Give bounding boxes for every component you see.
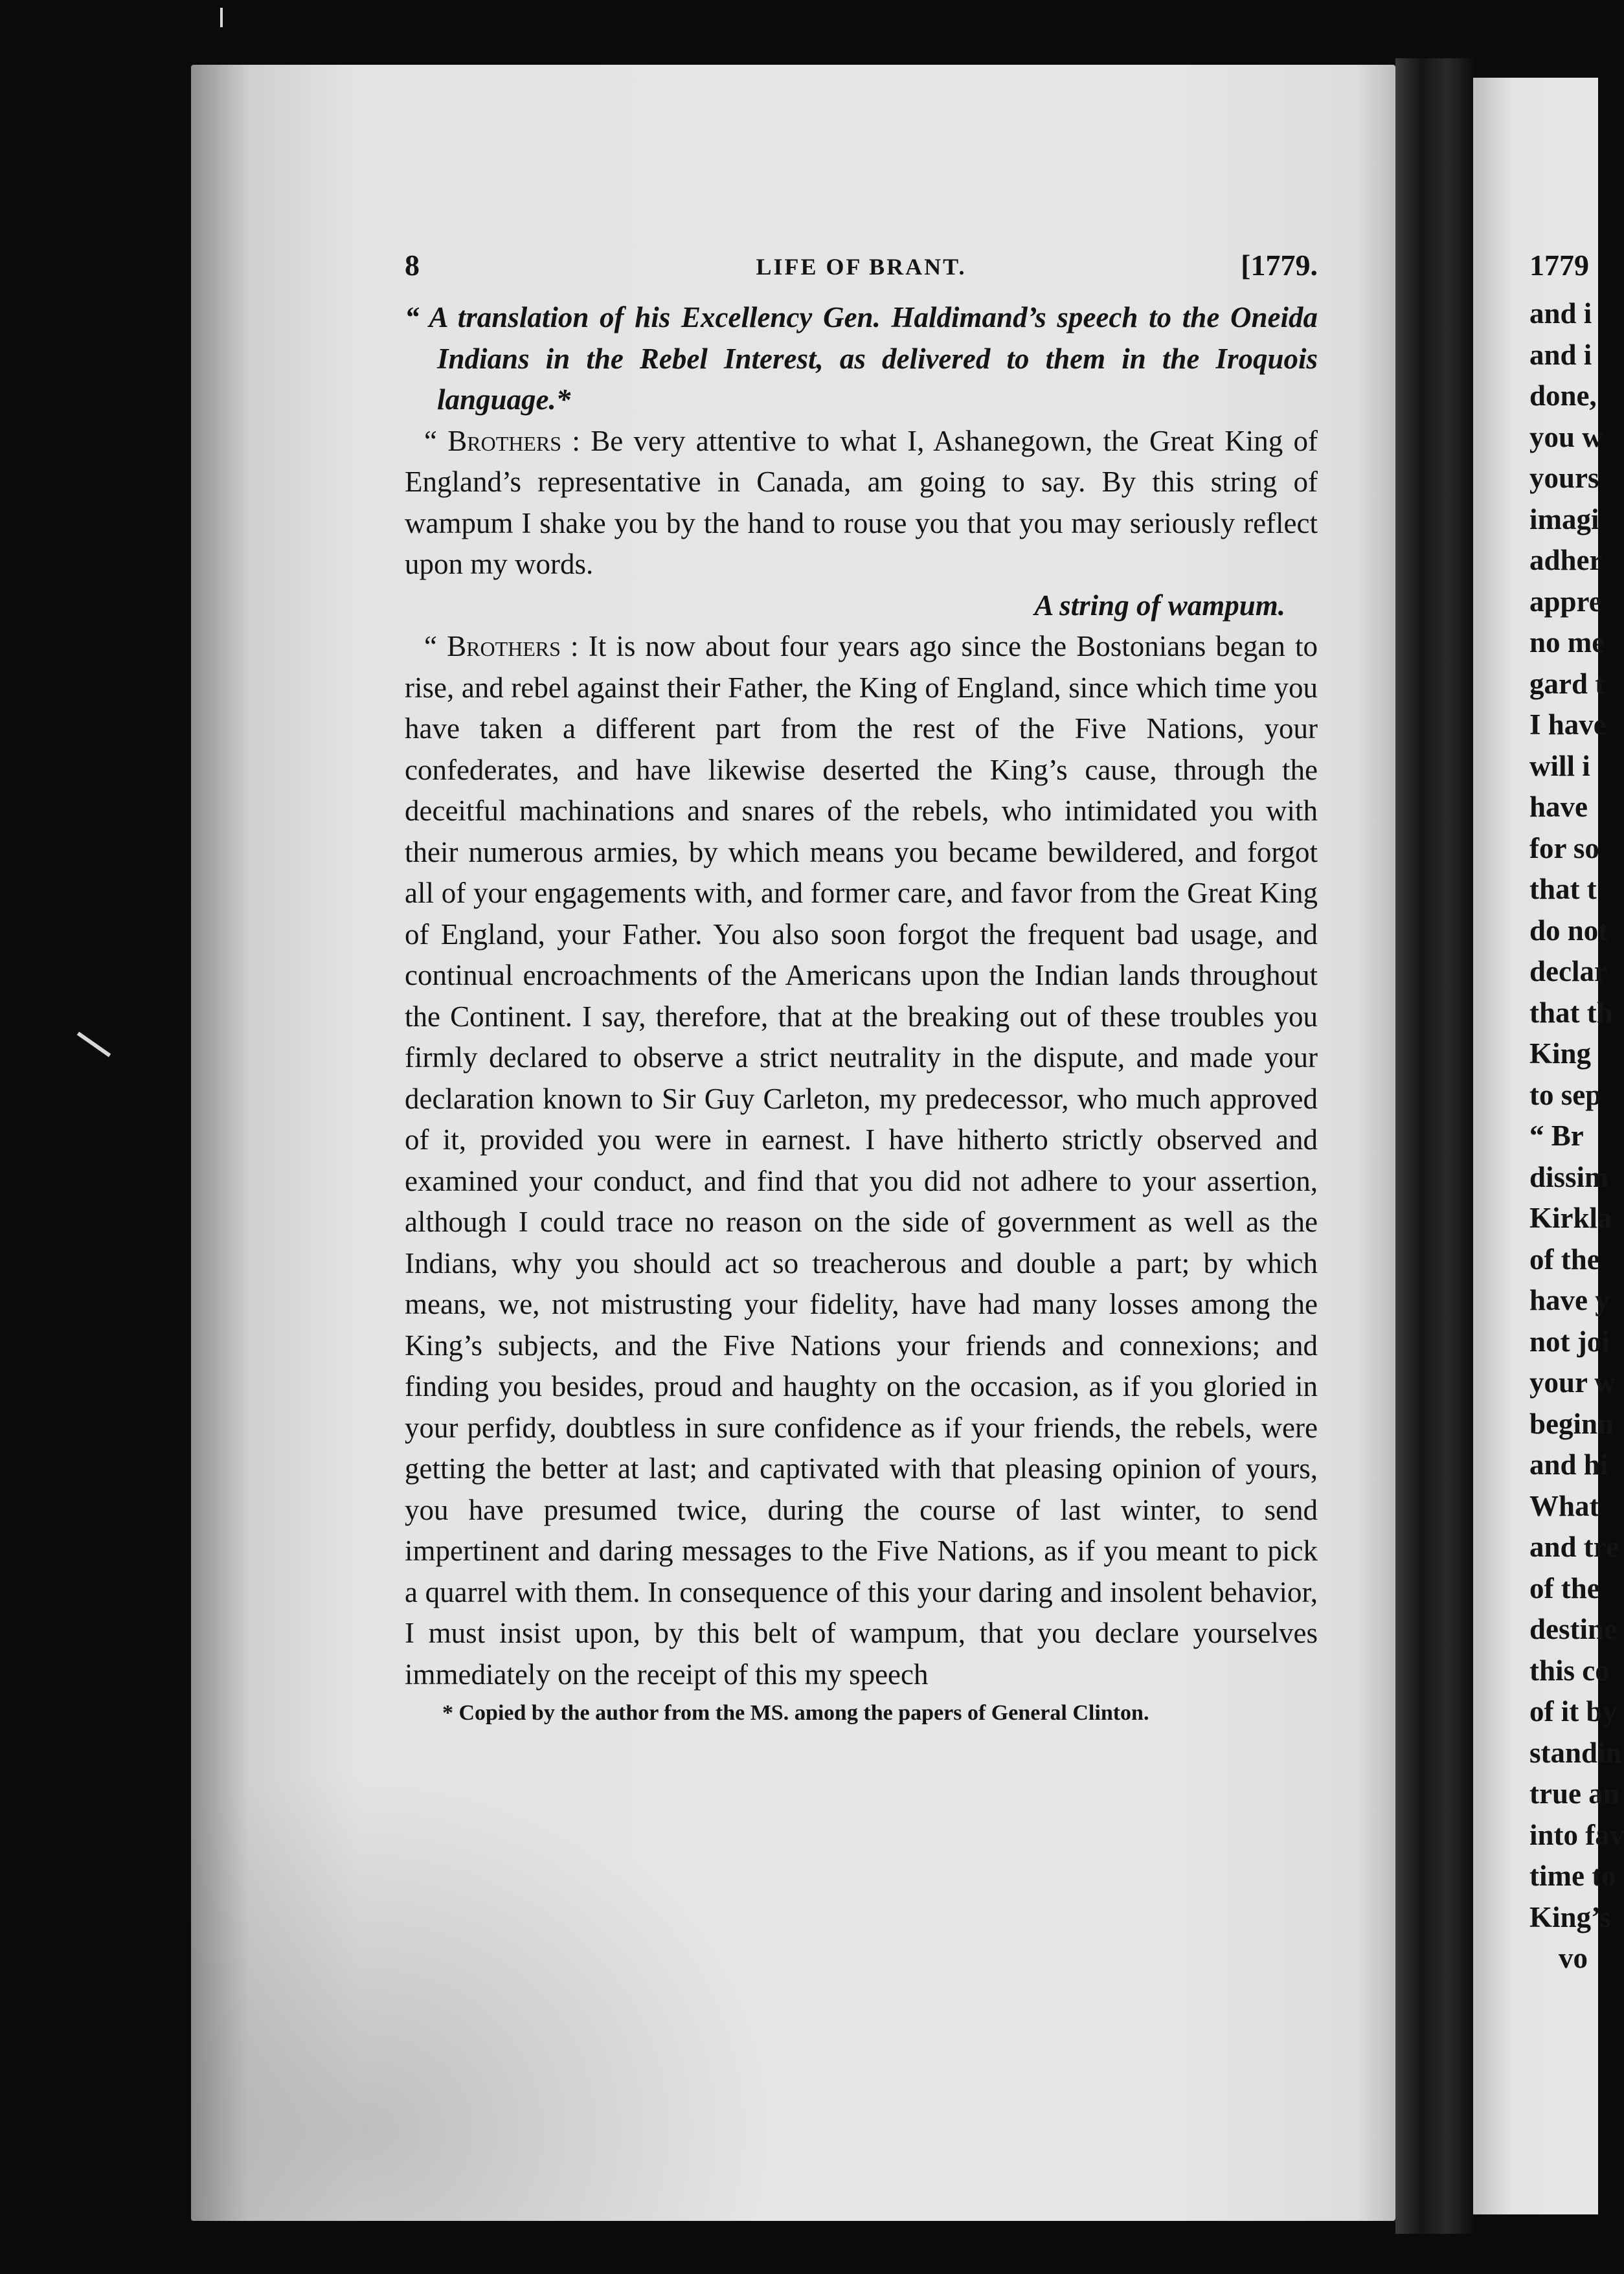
scan-speck xyxy=(77,1031,111,1057)
right-page-line: dissim xyxy=(1529,1160,1609,1193)
right-page-line: declar xyxy=(1529,955,1607,987)
right-page-line: King’s xyxy=(1529,1900,1611,1933)
header-year: [1779. xyxy=(1241,249,1318,282)
right-page-line: that t xyxy=(1529,873,1597,905)
right-page-line: imagi xyxy=(1529,502,1599,535)
right-page-line: standin xyxy=(1529,1736,1622,1769)
right-page-text xyxy=(1529,248,1624,1979)
right-page-line: true an xyxy=(1529,1777,1619,1810)
right-page-line: no me xyxy=(1529,626,1605,659)
right-page-line: yours xyxy=(1529,462,1599,494)
running-title: LIFE OF BRANT. xyxy=(756,254,967,280)
book-gutter xyxy=(1395,58,1473,2234)
scan-speck xyxy=(220,8,223,27)
right-page-line: King xyxy=(1529,1037,1592,1070)
right-page-line: do not xyxy=(1529,914,1608,947)
right-page-line: gard t xyxy=(1529,667,1605,700)
right-page-line: and hi xyxy=(1529,1448,1608,1481)
page-number: 8 xyxy=(405,249,420,282)
left-page-text xyxy=(405,248,1318,1728)
paragraph-1-body: Be very attentive to what I, Ashanegown, the Great King of England’s representative in Canada, am going to say. By this string of wampum I shake you by the hand to rouse you that you may seriously reflect upon my words. xyxy=(405,424,1318,580)
wampum-note: A string of wampum. xyxy=(1034,589,1285,622)
right-page-line: and tre xyxy=(1529,1531,1619,1563)
right-page-line: What xyxy=(1529,1489,1599,1522)
right-page-line: I have xyxy=(1529,708,1607,741)
right-page-line: of it by xyxy=(1529,1695,1617,1728)
right-page-line: not joi xyxy=(1529,1325,1610,1358)
right-page-line: that th xyxy=(1529,996,1613,1029)
right-page-line: this co xyxy=(1529,1654,1610,1687)
paragraph-1 xyxy=(405,421,1318,585)
right-page-line: of the xyxy=(1529,1243,1600,1276)
right-page-lines xyxy=(1529,293,1624,1979)
paragraph-2-lead: “ Brothers : xyxy=(424,630,579,662)
right-page-line: for so xyxy=(1529,831,1599,864)
right-page-line: of the xyxy=(1529,1571,1600,1604)
right-page-line: time to xyxy=(1529,1860,1616,1892)
right-page-line: done, xyxy=(1529,379,1597,412)
paragraph-2 xyxy=(405,626,1318,1695)
right-page-line: have xyxy=(1529,791,1588,823)
right-page-line: vo xyxy=(1559,1942,1588,1974)
running-header xyxy=(405,248,1318,293)
paragraph-2-body: It is now about four years ago since the Bostonians began to rise, and rebel against their Father, the King of England, since which time you have taken a different part from the rest of the Five Nations, your confederates, and have likewise deserted the King’s cause, through the deceitful machinations and snares of the rebels, who intimidated you with their numerous armies, by which means you became bewildered, and forgot all of your engagements with, and former care, and favor from the Great King of England, your Father. You also soon forgot the frequent bad usage, and continual encroachments of the Americans upon the Indian lands throughout the Continent. I say, therefore, that at the breaking out of these troubles you firmly declared to observe a strict neutrality in the dispute, and made your declaration known to Sir Guy Carleton, my predecessor, who much approved of it, provided you were in earnest. I have hitherto strictly observed and examined your conduct, and find that you did not adhere to your assertion, although I could trace no reason on the side of government as well as the Indians, why you should act so treacherous and double a part; by which means, we, not mistrusting your fidelity, have had many losses among the King’s subjects, and the Five Nations your friends and connexions; and finding you besides, proud and haughty on the occasion, as if you gloried in your perfidy, doubtless in sure confidence as if your friends, the rebels, were getting the better at last; and captivated with that pleasing opinion of yours, you have presumed twice, during the course of last winter, to send impertinent and daring messages to the Five Nations, as if you meant to pick a quarrel with them. In consequence of this your daring and insolent behavior, I must insist upon, by this belt of wampum, that you declare yourselves immediately on the receipt of this my speech xyxy=(405,630,1318,1691)
right-page-line: “ Br xyxy=(1529,1120,1584,1152)
footnote: * Copied by the author from the MS. among the papers of General Clinton. xyxy=(442,1701,1149,1725)
right-page-line: and i xyxy=(1529,338,1592,371)
right-page-line: and i xyxy=(1529,297,1592,330)
right-page-line: into fav xyxy=(1529,1818,1624,1851)
right-page-line: Kirkla xyxy=(1529,1202,1612,1234)
right-page-line: appre xyxy=(1529,585,1602,618)
right-page-line: will i xyxy=(1529,749,1590,782)
right-page-line: your w xyxy=(1529,1366,1616,1399)
right-page-line: to sep xyxy=(1529,1078,1602,1111)
right-page-line: adher xyxy=(1529,544,1603,576)
right-header-year: 1779 xyxy=(1529,249,1589,282)
right-page-line: beginn xyxy=(1529,1407,1614,1440)
right-page-line: you w xyxy=(1529,420,1603,453)
right-page-line: destine xyxy=(1529,1613,1617,1645)
speech-heading: “ A translation of his Excellency Gen. Haldimand’s speech to the Oneida Indians in the Rebel Interest, as delivered to them in the Iroquois language.* xyxy=(405,301,1318,416)
right-page-line: have y xyxy=(1529,1284,1610,1316)
paragraph-1-lead: “ Brothers : xyxy=(424,424,580,457)
